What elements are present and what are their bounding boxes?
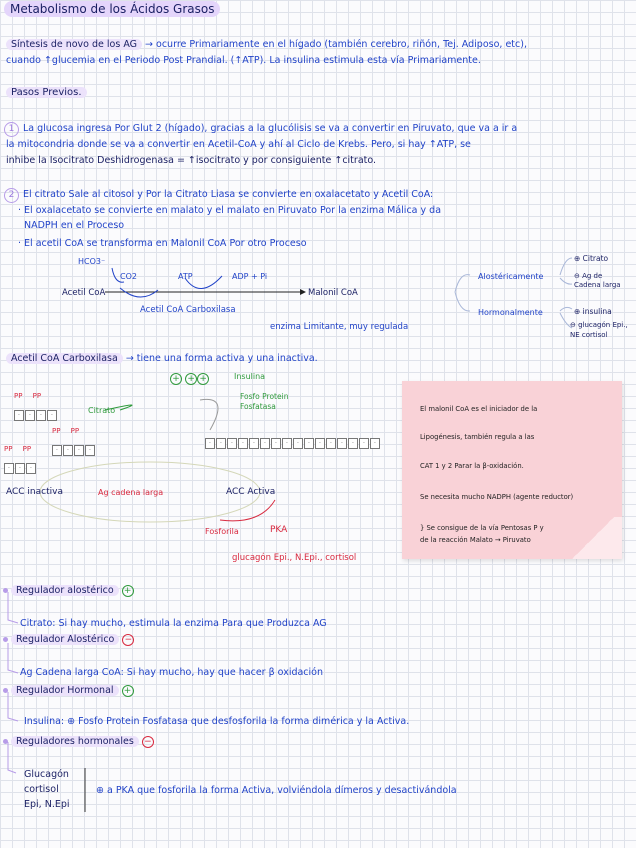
reg4-heading	[3, 735, 154, 748]
plus-circles: + + +	[170, 372, 209, 385]
acc-fosforila: Fosforila	[205, 527, 239, 536]
note-fold	[564, 517, 622, 559]
reg-ag-cadena: ⊖ Ag de Cadena larga	[574, 272, 621, 289]
paso1-text-3: inhibe la Isocitrato Deshidrogenasa = ↑isocitrato y por consiguiente ↑citrato.	[6, 155, 377, 166]
hormonal-label: Hormonalmente	[478, 308, 543, 317]
hco3-label: HCO3⁻	[78, 257, 106, 266]
note-line-2: Lipogénesis, también regula a las	[420, 433, 535, 441]
acc-fosfo: Fosfo Protein Fosfatasa	[240, 392, 289, 411]
dimer-boxes-1: PP PP · · · ·	[14, 383, 58, 421]
acc-title: Acetil CoA Carboxilasa	[6, 353, 123, 364]
adp-label: ADP + Pi	[232, 272, 268, 281]
reg3-title: Regulador Hormonal	[11, 685, 119, 696]
hormone-epi: Epi, N.Epi	[24, 799, 70, 810]
paso2-text-3: NADPH en el Proceso	[24, 220, 125, 231]
plus-icon: +	[122, 685, 134, 697]
reg2-detail: Ag Cadena larga CoA: Si hay mucho, hay que hacer β oxidación	[20, 667, 324, 678]
atp-label: ATP	[178, 272, 193, 281]
pp-label-2: PP	[32, 392, 42, 400]
note-line-5: } Se consigue de la vía Pentosas P y	[420, 524, 544, 532]
limitante-label: enzima Limitante, muy regulada	[270, 322, 409, 332]
acc-hormonas: glucagón Epi., N.Epi., cortisol	[232, 553, 357, 563]
reg2-title: Regulador Alostérico	[11, 634, 119, 645]
co2-label: CO2	[120, 272, 137, 281]
paso2-text-1: El citrato Sale al citosol y Por la Citrato Liasa se convierte en oxalacetato y Acetil CoA:	[23, 189, 434, 200]
acc-citrato: Citrato	[88, 406, 116, 415]
note-line-3: CAT 1 y 2 Parar la β-oxidación.	[420, 462, 524, 470]
hormone-glucagon: Glucagón	[24, 769, 69, 780]
reg-insulina: ⊕ insulina	[574, 307, 612, 316]
acc-pka: PKA	[270, 525, 288, 535]
minus-icon: −	[142, 736, 154, 748]
malonil-coa-label: Malonil CoA	[308, 288, 358, 298]
pp-label-6: PP	[22, 445, 32, 453]
intro-text-1: → ocurre Primariamente en el hígado (también cerebro, riñón, Tej. Adiposo, etc),	[145, 39, 527, 50]
note-line-1: El malonil CoA es el iniciador de la	[420, 405, 538, 413]
paso1-text-2: la mitocondria donde se va a convertir en Acetil-CoA y ahí al Ciclo de Krebs. Pero, si hay ↑ATP, se	[6, 139, 471, 150]
dimer-boxes-2: PP PP · · · ·	[52, 418, 96, 456]
acc-agcl: Ag cadena larga	[98, 488, 164, 497]
acc-insulina: Insulina	[234, 372, 266, 381]
polymer-boxes: · · · · · · · · · · · · · · · ·	[205, 430, 381, 449]
pp-label-1: PP	[14, 392, 23, 400]
reg3-detail: Insulina: ⊕ Fosfo Protein Fosfatasa que desfosforila la forma dimérica y la Activa.	[24, 716, 410, 727]
acc-heading	[6, 352, 318, 365]
minus-icon: −	[122, 634, 134, 646]
acetil-coa-label: Acetil CoA	[62, 288, 106, 298]
hormone-cortisol: cortisol	[24, 784, 59, 795]
intro-text-2: cuando ↑glucemia en el Periodo Post Prandial. (↑ATP). La insulina estimula esta vía Primariamente.	[6, 55, 481, 66]
intro-heading: Síntesis de novo de los AG	[6, 39, 142, 50]
sticky-note	[402, 381, 622, 559]
reg1-detail: Citrato: Si hay mucho, estimula la enzima Para que Produzca AG	[20, 618, 327, 629]
plus-icon: +	[122, 585, 134, 597]
paso2-text-2: · El oxalacetato se convierte en malato y el malato en Piruvato Por la enzima Málica y da	[18, 205, 442, 216]
reg-glucagon: ⊖ glucagón Epi., NE cortisol	[570, 321, 628, 339]
paso1-text-1: La glucosa ingresa Por Glut 2 (hígado), gracias a la glucólisis se va a convertir en Piruvato, que va a ir a	[23, 123, 518, 134]
alosterica-label: Alostéricamente	[478, 272, 544, 281]
pp-label-5: PP	[4, 445, 13, 453]
reg1-heading	[3, 584, 134, 597]
pp-label-3: PP	[52, 427, 61, 435]
hormone-list	[24, 767, 70, 812]
dimer-boxes-3: PP PP · · ·	[4, 436, 37, 474]
reg1-title: Regulador alostérico	[11, 585, 119, 596]
acc-activa: ACC Activa	[226, 487, 276, 497]
reg3-heading	[3, 684, 134, 697]
reg-citrato: ⊕ Citrato	[574, 254, 609, 263]
step-number-1: 1	[4, 122, 19, 137]
paso2-text-4: · El acetil CoA se transforma en Malonil CoA Por otro Proceso	[18, 238, 307, 249]
pasos-title: Pasos Previos.	[6, 87, 87, 98]
note-line-6: de la reacción Malato → Piruvato	[420, 536, 531, 544]
title-text: Metabolismo de los Ácidos Grasos	[4, 1, 220, 17]
pp-label-4: PP	[70, 427, 80, 435]
acc-desc: → tiene una forma activa y una inactiva.	[125, 353, 318, 364]
reg4-detail: ⊕ a PKA que fosforila la forma Activa, volviéndola dímeros y desactivándola	[96, 785, 457, 796]
reg4-title: Reguladores hormonales	[11, 736, 139, 747]
note-line-4: Se necesita mucho NADPH (agente reductor)	[420, 493, 574, 501]
reg2-heading	[3, 633, 134, 646]
acc-inactiva: ACC inactiva	[6, 487, 63, 497]
enzyme-label: Acetil CoA Carboxilasa	[140, 305, 236, 315]
step-number-2: 2	[4, 188, 19, 203]
